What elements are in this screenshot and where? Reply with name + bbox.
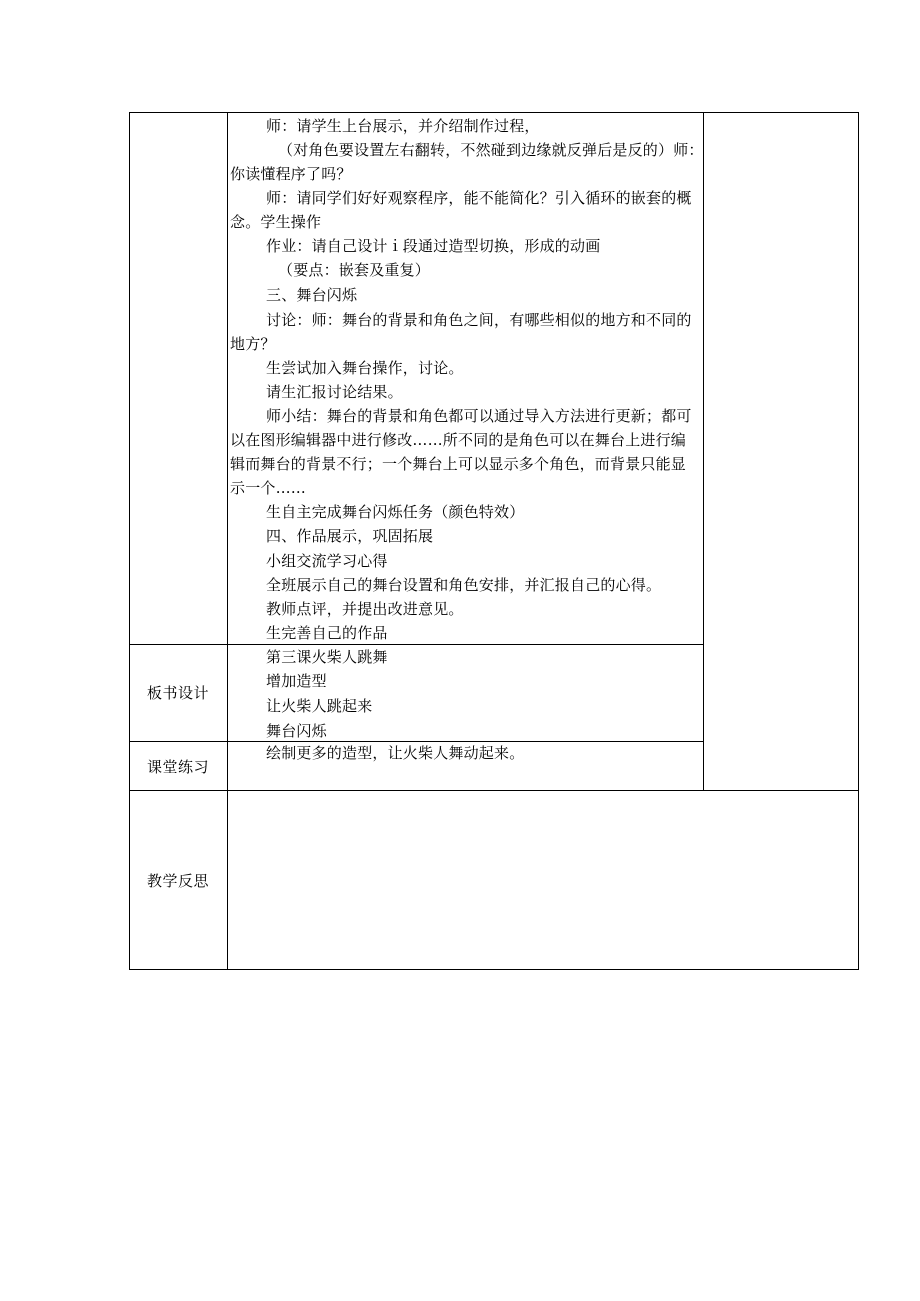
process-line: 生完善自己的作品: [266, 624, 388, 642]
table-bottom-border: [129, 969, 859, 970]
process-line: 示一个……: [230, 479, 307, 497]
process-line: 小组交流学习心得: [266, 552, 388, 570]
table-right-border: [858, 112, 859, 970]
process-line: 师小结：舞台的背景和角色都可以通过导入方法进行更新；都可: [266, 407, 692, 425]
board-design-line: 让火柴人跳起来: [266, 697, 373, 715]
process-line: （要点：嵌套及重复）: [278, 261, 431, 279]
exercise-text: 绘制更多的造型，让火柴人舞动起来。: [266, 744, 525, 762]
process-line: 全班展示自己的舞台设置和角色安排，并汇报自己的心得。: [266, 576, 662, 594]
table-left-border: [129, 112, 130, 970]
exercise-label: 课堂练习: [147, 758, 210, 776]
process-line: 讨论：师：舞台的背景和角色之间，有哪些相似的地方和不同的: [266, 311, 692, 329]
process-line: （对角色要设置左右翻转，不然碰到边缘就反弹后是反的）师：: [278, 141, 704, 159]
process-line: 你读懂程序了吗？: [230, 165, 352, 183]
board-design-line: 增加造型: [266, 672, 327, 690]
process-line: 生尝试加入舞台操作，讨论。: [266, 359, 464, 377]
process-line: 师：请学生上台展示，并介绍制作过程，: [266, 117, 540, 135]
table-top-border: [129, 112, 859, 113]
row-divider-process-board: [129, 644, 704, 645]
process-line: 师：请同学们好好观察程序，能不能简化？引入循环的嵌套的概: [266, 189, 692, 207]
process-line: 请生汇报讨论结果。: [266, 383, 403, 401]
process-line: 念。学生操作: [230, 213, 322, 231]
process-line: 三、舞台闪烁: [266, 286, 358, 304]
board-design-line: 舞台闪烁: [266, 722, 327, 740]
process-line: 地方？: [230, 335, 276, 353]
label-column-divider: [227, 112, 228, 970]
process-line: 生自主完成舞台闪烁任务（颜色特效）: [266, 503, 525, 521]
board-design-label: 板书设计: [147, 684, 210, 702]
process-line: 四、作品展示，巩固拓展: [266, 527, 434, 545]
reflection-label: 教学反思: [147, 872, 210, 890]
notes-column-divider: [703, 112, 704, 791]
process-line: 以在图形编辑器中进行修改……所不同的是角色可以在舞台上进行编: [230, 431, 687, 449]
row-divider-exercise-reflection: [129, 790, 859, 791]
board-design-line: 第三课火柴人跳舞: [266, 648, 388, 666]
process-line: 作业：请自己设计ｉ段通过造型切换，形成的动画: [266, 237, 601, 255]
process-line: 辑而舞台的背景不行；一个舞台上可以显示多个角色，而背景只能显: [230, 455, 687, 473]
process-line: 教师点评，并提出改进意见。: [266, 600, 464, 618]
